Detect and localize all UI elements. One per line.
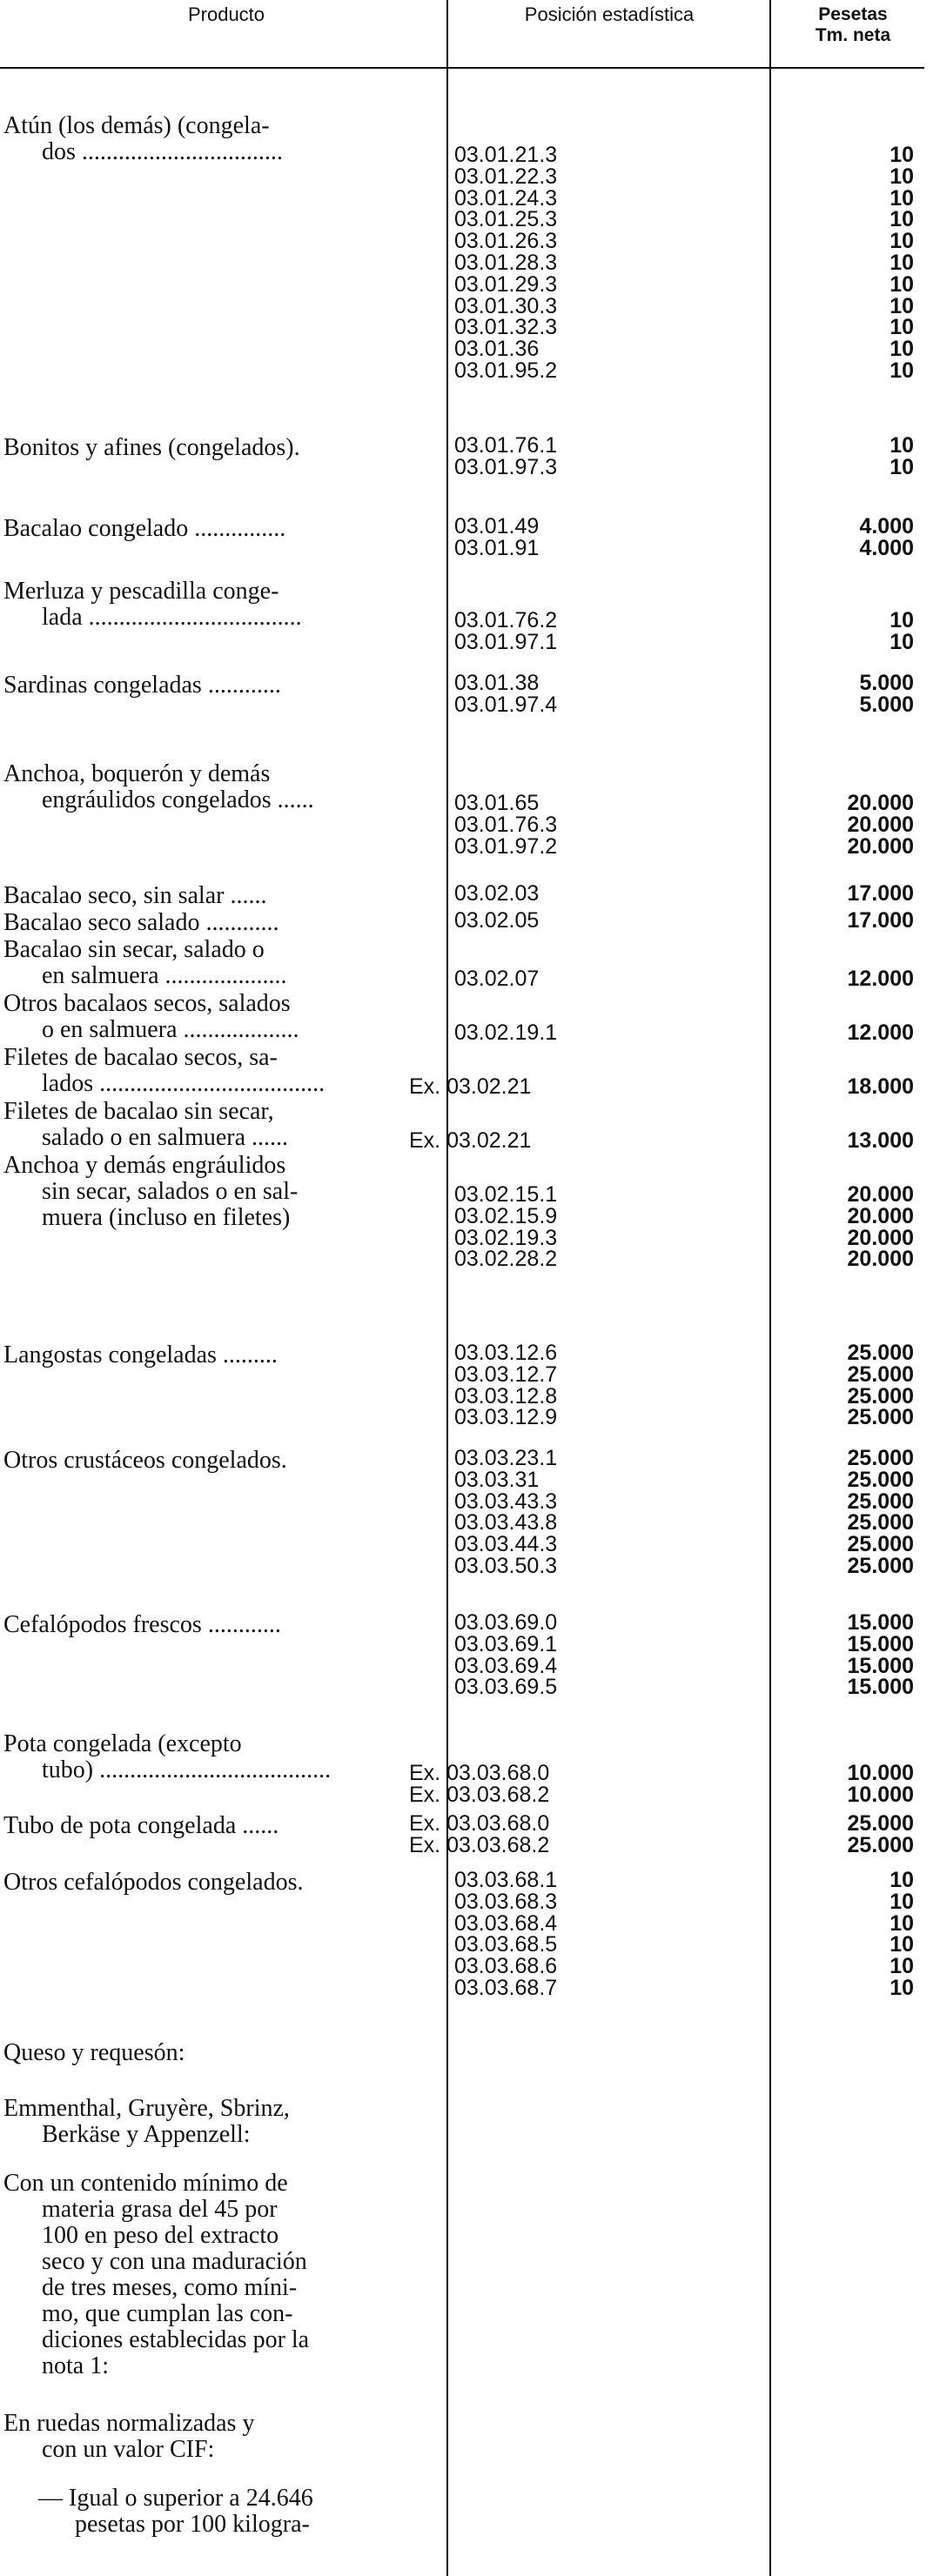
statistical-position: 03.03.12.6 [454,1341,558,1365]
statistical-position: 03.01.76.1 [454,433,558,458]
product-name [3,1045,439,1097]
note-line: En ruedas normalizadas y [3,2410,255,2437]
product-name-line: tubo) ...................................... [42,1756,332,1783]
note-line: seco y con una maduración [42,2248,307,2275]
product-name [3,761,439,813]
statistical-position: 03.01.36 [454,337,540,362]
pesetas-value: 4.000 [859,535,914,560]
statistical-position: 03.01.97.2 [454,833,558,859]
pesetas-values [783,610,914,653]
statistical-position: 03.01.76.2 [454,608,558,632]
product-name-line: Bacalao seco salado ............ [3,909,279,936]
pesetas-value: 25.000 [847,1362,914,1387]
product-name-line: sin secar, salados o en sal- [42,1178,299,1205]
pesetas-value: 18.000 [847,1074,914,1099]
pesetas-value: 20.000 [847,812,914,837]
pesetas-value: 20.000 [847,1203,914,1228]
pesetas-value: 10 [889,229,914,254]
statistical-position: 03.01.30.3 [454,293,558,318]
statistical-position: Ex. 03.03.68.0 [409,1761,550,1785]
pesetas-values [783,516,914,559]
statistical-positions [454,1342,768,1429]
product-name-line: Filetes de bacalao secos, sa- [3,1044,278,1071]
note-paragraph [3,2040,439,2066]
note-line: Berkäse y Appenzell: [42,2121,251,2148]
note-line: pesetas por 100 kilogra- [75,2511,310,2538]
pesetas-value: 10 [889,454,914,479]
product-name [3,672,439,699]
statistical-position: 03.03.68.5 [454,1932,558,1957]
product-name-line: Otros cefalópodos congelados. [3,1869,304,1896]
product-name-line: Sardinas congeladas ............ [3,672,281,699]
product-name-line: Bonitos y afines (congelados). [3,434,300,461]
statistical-positions [454,968,768,990]
pesetas-value: 17.000 [847,908,914,933]
pesetas-value: 10 [889,143,914,167]
product-name-line: Otros crustáceos congelados. [3,1447,287,1474]
product-name [3,883,439,909]
pesetas-value: 10 [889,271,914,297]
product-name [3,1813,439,1839]
product-name-line: Filetes de bacalao sin secar, [3,1098,274,1125]
statistical-positions [454,1448,768,1577]
pesetas-value: 25.000 [847,1510,914,1536]
pesetas-values [783,968,914,990]
statistical-position: 03.01.91 [454,535,540,560]
pesetas-value: 10 [889,337,914,362]
note-paragraph [3,2096,439,2148]
pesetas-value: 25.000 [847,1383,914,1408]
pesetas-value: 10 [889,608,914,632]
pesetas-value: 15.000 [847,1631,914,1656]
product-name [3,1870,439,1896]
pesetas-values [783,435,914,478]
pesetas-value: 12.000 [847,1020,914,1045]
statistical-position: 03.03.68.3 [454,1889,558,1914]
statistical-position: 03.03.43.3 [454,1489,558,1514]
pesetas-value: 10 [889,629,914,654]
statistical-positions [454,883,768,905]
pesetas-value: 25.000 [847,1553,914,1578]
product-name-line: Langostas congeladas ......... [3,1342,278,1368]
statistical-position: 03.03.69.1 [454,1631,558,1656]
product-name-line: Atún (los demás) (congela- [3,112,270,139]
note-paragraph [3,2486,439,2538]
statistical-positions [409,1074,768,1099]
pesetas-value: 5.000 [859,671,914,695]
pesetas-values [783,144,914,382]
statistical-position: 03.01.65 [454,791,540,815]
pesetas-value: 10 [889,1868,914,1892]
statistical-position: 03.01.21.3 [454,143,558,167]
product-name [3,1448,439,1474]
pesetas-value: 20.000 [847,1247,914,1272]
statistical-position: 03.03.50.3 [454,1553,558,1578]
pesetas-values [783,1342,914,1429]
note-line: Emmenthal, Gruyère, Sbrinz, [3,2095,290,2122]
pesetas-value: 20.000 [847,1225,914,1250]
product-name-line: Tubo de pota congelada ...... [3,1812,279,1839]
note-line: Con un contenido mínimo de [3,2170,288,2197]
note-line: materia grasa del 45 por [42,2196,278,2223]
pesetas-value: 25.000 [847,1532,914,1557]
statistical-position: 03.02.03 [454,881,540,906]
product-name [3,1153,439,1231]
pesetas-value: 10.000 [847,1782,914,1807]
statistical-position: 03.03.12.8 [454,1383,558,1408]
statistical-position: 03.01.28.3 [454,250,558,275]
statistical-position: 03.01.22.3 [454,164,558,189]
statistical-position: 03.02.07 [454,967,540,991]
statistical-positions [454,672,768,716]
pesetas-value: 10 [889,293,914,318]
pesetas-value: 20.000 [847,1182,914,1207]
pesetas-value: 15.000 [847,1610,914,1635]
statistical-position: 03.01.32.3 [454,315,558,340]
pesetas-value: 25.000 [847,1405,914,1430]
pesetas-value: 10 [889,1889,914,1914]
product-name-line: salado o en salmuera ...... [42,1124,289,1151]
statistical-position: 03.01.97.4 [454,692,558,717]
statistical-positions [454,1184,768,1270]
statistical-position: 03.01.26.3 [454,229,558,254]
pesetas-values [783,1870,914,1999]
product-name [3,937,439,989]
statistical-position: 03.03.12.7 [454,1362,558,1387]
product-name-line: Pota congelada (excepto [3,1730,242,1757]
note-line: de tres meses, como míni- [42,2274,298,2301]
pesetas-values [783,793,914,857]
pesetas-values [783,883,914,905]
pesetas-value: 10 [889,1910,914,1936]
statistical-position: 03.03.12.9 [454,1405,558,1430]
pesetas-value: 25.000 [847,1832,914,1857]
statistical-position: 03.03.69.5 [454,1675,558,1700]
statistical-positions [454,1870,768,1999]
pesetas-value: 10.000 [847,1761,914,1785]
product-name-line: engráulidos congelados ...... [42,786,314,813]
pesetas-value: 13.000 [847,1128,914,1153]
header-tm-neta: Tm. neta [815,25,891,45]
statistical-positions [454,793,768,857]
statistical-positions [409,1761,768,1807]
header-pesetas: Pesetas [818,4,888,24]
pesetas-values [783,1184,914,1270]
statistical-position: 03.01.49 [454,514,540,539]
statistical-position: 03.01.97.3 [454,454,558,479]
pesetas-values [783,1448,914,1577]
statistical-position: 03.03.68.7 [454,1975,558,2000]
statistical-position: 03.01.25.3 [454,207,558,232]
product-name-line: dos ................................. [42,138,283,165]
product-name-line: Anchoa, boquerón y demás [3,760,271,787]
statistical-position: 03.01.29.3 [454,271,558,297]
pesetas-value: 10 [889,1954,914,1979]
product-name [3,991,439,1043]
statistical-position: 03.01.24.3 [454,185,558,211]
note-line: con un valor CIF: [42,2436,215,2463]
statistical-position: Ex. 03.02.21 [409,1074,532,1099]
pesetas-value: 10 [889,358,914,383]
pesetas-value: 5.000 [859,692,914,717]
pesetas-value: 10 [889,250,914,275]
statistical-positions [454,435,768,478]
product-name-line: Bacalao seco, sin salar ...... [3,882,267,909]
pesetas-value: 20.000 [847,833,914,859]
statistical-position: 03.03.44.3 [454,1532,558,1557]
product-name-line: Otros bacalaos secos, salados [3,990,291,1017]
product-name-line: lada ................................... [42,604,302,631]
pesetas-value: 10 [889,164,914,189]
product-name [3,1099,439,1151]
pesetas-value: 25.000 [847,1446,914,1470]
statistical-positions [454,610,768,653]
pesetas-value: 12.000 [847,967,914,991]
product-name [3,1342,439,1368]
statistical-position: 03.03.68.1 [454,1868,558,1892]
product-name [3,113,439,165]
note-line: diciones establecidas por la [42,2326,310,2353]
statistical-position: 03.02.15.1 [454,1182,558,1207]
statistical-position: 03.01.95.2 [454,358,558,383]
statistical-position: 03.02.19.3 [454,1225,558,1250]
product-name-line: o en salmuera ................... [42,1016,299,1043]
pesetas-value: 25.000 [847,1341,914,1365]
pesetas-values [783,672,914,716]
column-divider-left [446,0,448,2576]
pesetas-values [783,1612,914,1698]
statistical-positions [454,1022,768,1044]
pesetas-value: 10 [889,433,914,458]
pesetas-value: 20.000 [847,791,914,815]
pesetas-value: 10 [889,207,914,232]
statistical-position: 03.03.43.8 [454,1510,558,1536]
product-name [3,516,439,542]
note-paragraph [3,2411,439,2463]
pesetas-values [783,1022,914,1044]
pesetas-value: 25.000 [847,1489,914,1514]
statistical-position: Ex. 03.03.68.0 [409,1811,550,1836]
header-posicion: Posición estadística [524,3,695,25]
header-rule [0,67,924,69]
product-name [3,579,439,631]
statistical-position: 03.01.76.3 [454,812,558,837]
statistical-position: 03.03.69.4 [454,1653,558,1678]
statistical-positions [454,516,768,559]
statistical-positions [409,1128,768,1153]
column-divider-right [769,0,771,2576]
header-producto: Producto [187,3,265,25]
pesetas-value: 10 [889,315,914,340]
product-name-line: lados ..................................... [42,1070,326,1097]
note-line: nota 1: [42,2352,109,2379]
pesetas-value: 10 [889,1932,914,1957]
note-line: mo, que cumplan las con- [42,2300,293,2327]
product-name [3,910,439,936]
note-line: — Igual o superior a 24.646 [38,2485,313,2512]
pesetas-value: 10 [889,185,914,211]
product-name [3,1612,439,1638]
statistical-position: 03.02.05 [454,908,540,933]
statistical-positions [454,1612,768,1698]
product-name [3,1731,439,1783]
note-line: 100 en peso del extracto [42,2222,279,2249]
statistical-position: 03.03.23.1 [454,1446,558,1470]
note-paragraph [3,2171,439,2379]
statistical-position: 03.02.19.1 [454,1020,558,1045]
statistical-position: Ex. 03.02.21 [409,1128,532,1153]
pesetas-value: 4.000 [859,514,914,539]
statistical-position: 03.01.97.1 [454,629,558,654]
pesetas-value: 15.000 [847,1675,914,1700]
pesetas-value: 17.000 [847,881,914,906]
product-name-line: muera (incluso en filetes) [42,1204,291,1231]
pesetas-value: 25.000 [847,1467,914,1492]
statistical-positions [454,910,768,932]
product-name-line: en salmuera .................... [42,962,287,989]
statistical-position: 03.01.38 [454,671,540,695]
pesetas-value: 25.000 [847,1811,914,1836]
product-name-line: Anchoa y demás engráulidos [3,1152,286,1179]
note-line: Queso y requesón: [3,2039,185,2066]
pesetas-values [783,1076,914,1098]
product-name-line: Bacalao congelado ............... [3,515,286,542]
statistical-position: 03.02.15.9 [454,1203,558,1228]
statistical-position: Ex. 03.03.68.2 [409,1832,550,1857]
statistical-position: 03.03.31 [454,1467,540,1492]
statistical-position: Ex. 03.03.68.2 [409,1782,550,1807]
pesetas-values [783,910,914,932]
pesetas-values [783,1763,914,1806]
statistical-position: 03.03.68.4 [454,1910,558,1936]
pesetas-value: 10 [889,1975,914,2000]
product-name-line: Cefalópodos frescos ............ [3,1611,281,1638]
statistical-positions [409,1811,768,1857]
statistical-position: 03.03.68.6 [454,1954,558,1979]
product-name-line: Bacalao sin secar, salado o [3,936,265,963]
product-name-line: Merluza y pescadilla conge- [3,578,279,605]
pesetas-values [783,1813,914,1857]
pesetas-value: 15.000 [847,1653,914,1678]
statistical-position: 03.03.69.0 [454,1610,558,1635]
statistical-positions [454,144,768,382]
pesetas-values [783,1130,914,1152]
product-name [3,435,439,461]
statistical-position: 03.02.28.2 [454,1247,558,1272]
